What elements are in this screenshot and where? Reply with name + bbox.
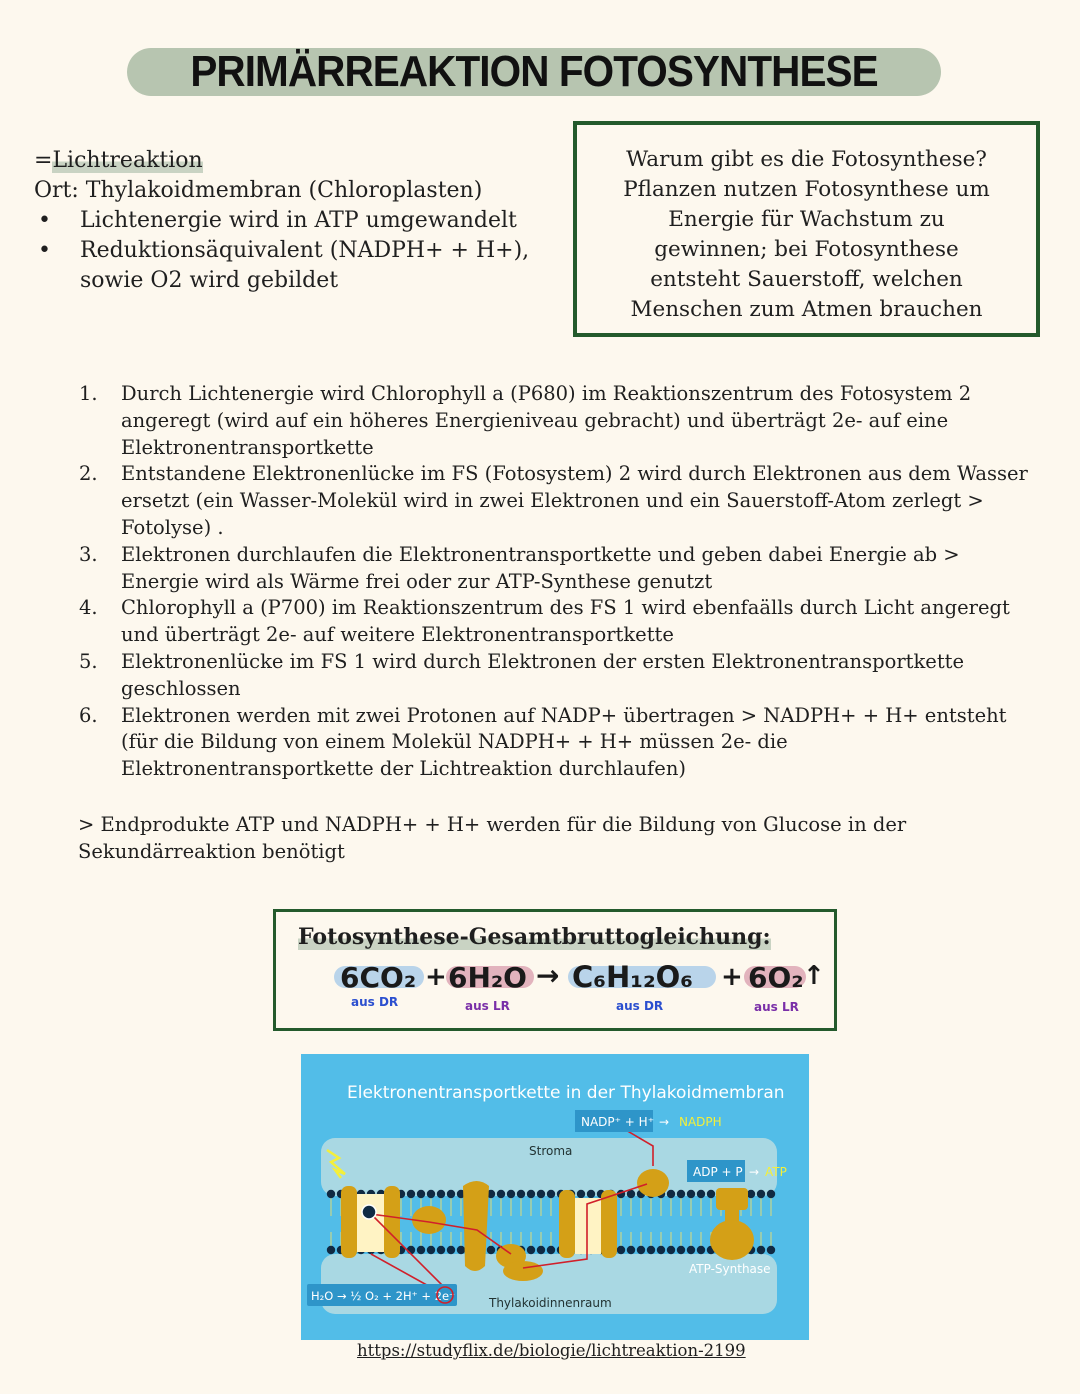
lipid-head: [437, 1190, 445, 1198]
intro-heading: [34, 146, 564, 176]
intro-bullet: • Reduktionsäquivalent (NADPH+ + H+), sowie O2 wird gebildet: [34, 236, 564, 296]
answer-line: Menschen zum Atmen brauchen: [630, 297, 983, 322]
intro-location: Ort: Thylakoidmembran (Chloroplasten): [34, 178, 483, 203]
step-item: [78, 703, 1038, 783]
step-text: Elektronen werden mit zwei Protonen auf NADP+ übertragen > NADPH+ + H+ entsteht (für die Bildung von einem Molekül NADPH+ + H+ müssen 2e- die Elektronentransportkette der Lichtreaktion durchlaufen): [121, 703, 1007, 781]
equation-title: Fotosynthese-Gesamtbruttogleichung:: [298, 924, 771, 950]
lipid-head: [487, 1246, 495, 1254]
photosystem-1-left: [559, 1190, 575, 1258]
co2-source-label: aus DR: [351, 995, 399, 1009]
stroma-label: Stroma: [529, 1144, 573, 1158]
lipid-head: [677, 1246, 685, 1254]
steps-list: [78, 381, 1038, 783]
h2o-source-label: aus LR: [465, 999, 510, 1013]
lipid-head: [687, 1190, 695, 1198]
reaction-arrow: →: [536, 959, 560, 992]
lipid-head: [507, 1190, 515, 1198]
lipid-head: [767, 1246, 775, 1254]
arrow-icon: →: [659, 1115, 670, 1129]
lipid-head: [447, 1246, 455, 1254]
lipid-head: [577, 1190, 585, 1198]
lipid-head: [587, 1190, 595, 1198]
etc-diagram: [301, 1054, 809, 1340]
lipid-head: [687, 1246, 695, 1254]
arrow-icon: →: [749, 1165, 760, 1179]
glucose-source-label: aus DR: [616, 999, 664, 1013]
lipid-head: [757, 1190, 765, 1198]
reaction-center-1: [575, 1198, 601, 1254]
step-item: [78, 542, 1038, 596]
lipid-head: [637, 1246, 645, 1254]
lipid-head: [457, 1246, 465, 1254]
lipid-head: [437, 1246, 445, 1254]
conclusion-text: > Endprodukte ATP und NADPH+ + H+ werden für die Bildung von Glucose in der Sekundärreaktion benötigt: [78, 813, 907, 863]
lipid-head: [327, 1190, 335, 1198]
intro-bullets: [34, 206, 564, 296]
photosystem-2-left: [341, 1186, 357, 1258]
source-link[interactable]: https://studyflix.de/biologie/lichtreaktion-2199: [357, 1341, 746, 1360]
lipid-head: [697, 1190, 705, 1198]
co2-term: 6CO₂: [340, 961, 417, 994]
step-item: [78, 649, 1038, 703]
atp-label: ATP: [765, 1165, 787, 1179]
lipid-head: [417, 1190, 425, 1198]
water-equation: H₂O → ½ O₂ + 2H⁺ + 2e⁻: [311, 1289, 456, 1303]
heading-prefix: =: [34, 148, 53, 173]
atp-synthase-label: ATP-Synthase: [689, 1262, 771, 1276]
step-text: Elektronen durchlaufen die Elektronentransportkette und geben dabei Energie ab > Energie wird als Wärme frei oder zur ATP-Synthese genutzt: [121, 542, 960, 593]
up-arrow-icon: ↑: [803, 961, 825, 991]
lipid-head: [767, 1190, 775, 1198]
lipid-head: [647, 1246, 655, 1254]
plus-sign: +: [721, 962, 743, 992]
lumen-label: Thylakoidinnenraum: [489, 1296, 612, 1310]
o2-term: 6O₂: [748, 961, 804, 994]
question-box: [573, 121, 1040, 337]
answer-line: entsteht Sauerstoff, welchen: [650, 267, 963, 292]
step-number: 4.: [79, 596, 98, 620]
lipid-head: [547, 1190, 555, 1198]
lipid-head: [527, 1246, 535, 1254]
lipid-head: [677, 1190, 685, 1198]
heading-lichtreaktion: Lichtreaktion: [52, 148, 203, 173]
answer-line: Pflanzen nutzen Fotosynthese um: [623, 177, 990, 202]
lipid-head: [617, 1246, 625, 1254]
title-banner: [127, 48, 941, 96]
lipid-head: [427, 1190, 435, 1198]
equation-box: [273, 909, 837, 1031]
photosystem-2-right: [384, 1186, 400, 1258]
adp-label: ADP + P: [693, 1165, 743, 1179]
lipid-head: [407, 1190, 415, 1198]
step-text: Chlorophyll a (P700) im Reaktionszentrum des FS 1 wird ebenfaälls durch Licht angeregt und überträgt 2e- auf weitere Elektronentransportkette: [121, 596, 1010, 647]
answer-line: Energie für Wachstum zu: [668, 207, 945, 232]
lipid-head: [757, 1246, 765, 1254]
electron-dot: [362, 1205, 376, 1219]
lipid-head: [427, 1246, 435, 1254]
lipid-head: [537, 1246, 545, 1254]
plastocyanin: [503, 1261, 543, 1281]
step-text: Elektronenlücke im FS 1 wird durch Elektronen der ersten Elektronentransportkette geschlossen: [121, 649, 965, 700]
intro-section: [34, 146, 564, 296]
lipid-head: [707, 1190, 715, 1198]
step-number: 6.: [79, 703, 98, 727]
lipid-head: [327, 1246, 335, 1254]
question-text: Warum gibt es die Fotosynthese?: [626, 147, 987, 172]
lipid-head: [657, 1246, 665, 1254]
ferredoxin-reductase: [637, 1169, 669, 1197]
step-number: 5.: [79, 649, 98, 673]
step-item: [78, 381, 1038, 461]
glucose-term: C₆H₁₂O₆: [572, 960, 694, 994]
step-item: [78, 595, 1038, 649]
o2-source-label: aus LR: [754, 1000, 799, 1014]
lipid-head: [447, 1190, 455, 1198]
diagram-graphic: [301, 1054, 809, 1340]
step-number: 2.: [79, 462, 98, 486]
step-item: [78, 461, 1038, 541]
cytochrome-complex: [463, 1181, 489, 1271]
lipid-head: [667, 1190, 675, 1198]
nadph-label: NADPH: [679, 1115, 722, 1129]
lipid-head: [697, 1246, 705, 1254]
lipid-head: [417, 1246, 425, 1254]
plus-sign: +: [425, 962, 447, 992]
step-text: Entstandene Elektronenlücke im FS (Fotosystem) 2 wird durch Elektronen aus dem Wasser ersetzt (ein Wasser-Molekül wird in zwei Elektronen und ein Sauerstoff-Atom zerlegt > Fotolyse) .: [121, 462, 1028, 539]
diagram-title: Elektronentransportkette in der Thylakoidmembran: [347, 1083, 785, 1103]
step-number: 1.: [79, 382, 98, 405]
h2o-term: 6H₂O: [448, 961, 527, 994]
page-title: PRIMÄRREAKTION FOTOSYNTHESE: [190, 47, 878, 96]
lipid-head: [517, 1190, 525, 1198]
lipid-head: [667, 1246, 675, 1254]
atp-synthase-base: [710, 1220, 754, 1260]
step-text: Durch Lichtenergie wird Chlorophyll a (P680) im Reaktionszentrum des Fotosystem 2 angeregt (wird auf ein höheres Energieniveau gebracht) und überträgt 2e- auf eine Elektronentransportkette: [121, 382, 972, 459]
lipid-head: [497, 1190, 505, 1198]
lipid-head: [537, 1190, 545, 1198]
photosystem-1-right: [601, 1190, 617, 1258]
lipid-head: [547, 1246, 555, 1254]
nadp-label: NADP⁺ + H⁺: [581, 1115, 655, 1129]
lipid-head: [627, 1246, 635, 1254]
intro-bullet: • Lichtenergie wird in ATP umgewandelt: [34, 206, 564, 236]
answer-line: gewinnen; bei Fotosynthese: [654, 237, 959, 262]
lipid-head: [747, 1190, 755, 1198]
step-number: 3.: [79, 542, 98, 566]
lipid-head: [527, 1190, 535, 1198]
